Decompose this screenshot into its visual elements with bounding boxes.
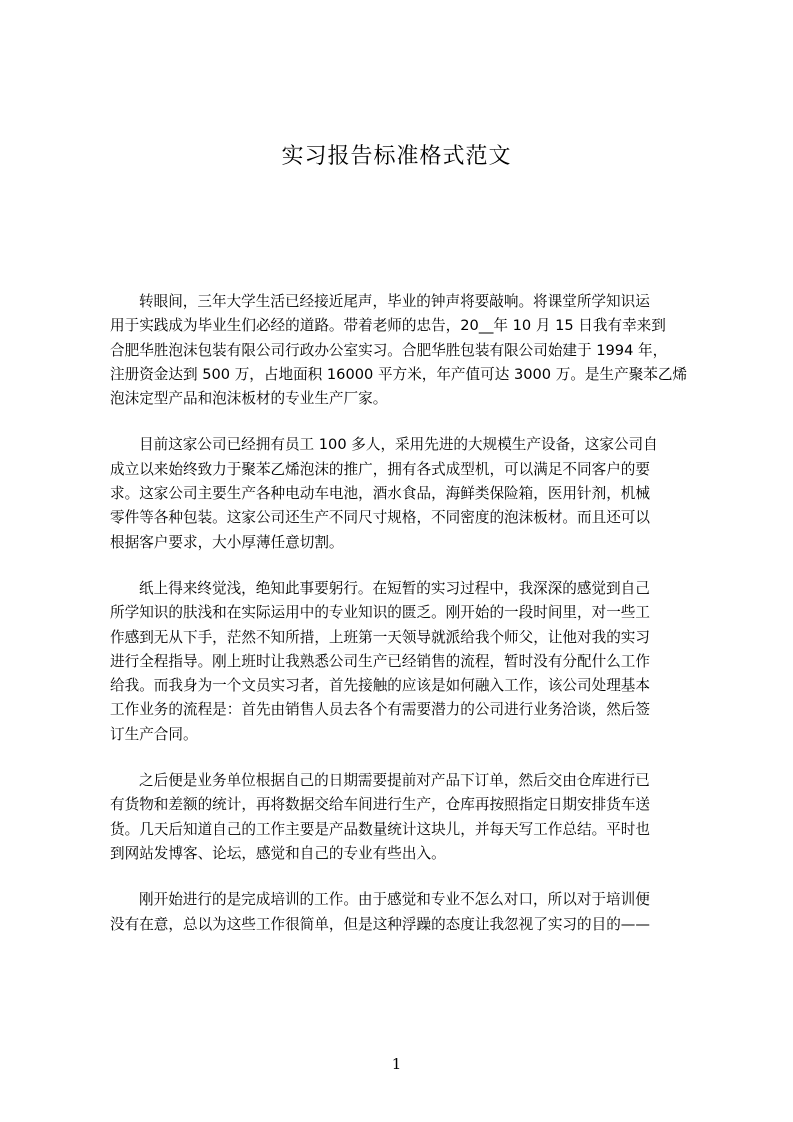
paragraph-line: 零件等各种包装。这家公司还生产不同尺寸规格，不同密度的泡沫板材。而且还可以 [110, 509, 650, 527]
page-number: 1 [391, 1055, 402, 1073]
paragraph-line: 作感到无从下手，茫然不知所措，上班第一天领导就派给我个师父，让他对我的实习 [110, 628, 650, 646]
paragraph-line: 进行全程指导。刚上班时让我熟悉公司生产已经销售的流程，暂时没有分配什么工作 [110, 652, 650, 670]
paragraph-line: 根据客户要求，大小厚薄任意切割。 [110, 533, 344, 551]
paragraph-5 [110, 888, 698, 937]
paragraph-line: 工作业务的流程是：首先由销售人员去各个有需要潜力的公司进行业务洽谈，然后签 [110, 701, 650, 719]
paragraph-line: 纸上得来终觉浅，绝知此事要躬行。在短暂的实习过程中，我深深的感觉到自己 [139, 579, 650, 597]
paragraph-3 [110, 577, 698, 747]
paragraph-4 [110, 769, 698, 866]
paragraph-line: 给我。而我身为一个文员实习者，首先接触的应该是如何融入工作，该公司处理基本 [110, 677, 650, 695]
paragraph-line: 之后便是业务单位根据自己的日期需要提前对产品下订单，然后交由仓库进行已 [139, 772, 650, 790]
paragraph-line: 转眼间，三年大学生活已经接近尾声，毕业的钟声将要敲响。将课堂所学知识运 [139, 293, 650, 310]
paragraph-line: 求。这家公司主要生产各种电动车电池，酒水食品，海鲜类保险箱，医用针剂，机械 [110, 485, 650, 503]
paragraph-line: 合肥华胜泡沫包装有限公司行政办公室实习。合肥华胜包装有限公司始建于 1994 年， [110, 341, 668, 359]
paragraph-line: 没有在意，总以为这些工作很简单，但是这种浮躁的态度让我忽视了实习的目的—— [110, 915, 650, 933]
paragraph-line: 有货物和差额的统计，再将数据交给车间进行生产，仓库再按照指定日期安排货车送 [110, 796, 650, 814]
paragraph-2 [110, 433, 698, 554]
paragraph-line: 所学知识的肤浅和在实际运用中的专业知识的匮乏。刚开始的一段时间里，对一些工 [110, 604, 650, 622]
paragraph-line: 订生产合同。 [110, 725, 198, 743]
paragraph-line: 注册资金达到 500 万，占地面积 16000 平方米，年产值可达 3000 万。是生产聚苯乙烯 [110, 365, 688, 383]
paragraph-1 [110, 290, 698, 411]
paragraph-line: 刚开始进行的是完成培训的工作。由于感觉和专业不怎么对口，所以对于培训便 [139, 891, 650, 909]
paragraph-line: 成立以来始终致力于聚苯乙烯泡沫的推广，拥有各式成型机，可以满足不同客户的要 [110, 460, 650, 478]
document-title: 实习报告标准格式范文 [281, 144, 512, 169]
paragraph-line: 到网站发博客、论坛，感觉和自己的专业有些出入。 [110, 844, 446, 862]
document-body [110, 290, 698, 959]
paragraph-line: 泡沫定型产品和泡沫板材的专业生产厂家。 [110, 390, 388, 408]
paragraph-line: 用于实践成为毕业生们必经的道路。带着老师的忠告，20__年 10 月 15 日我有幸来到 [110, 317, 666, 335]
paragraph-line: 货。几天后知道自己的工作主要是产品数量统计这块儿，并每天写工作总结。平时也 [110, 820, 650, 838]
paragraph-line: 目前这家公司已经拥有员工 100 多人，采用先进的大规模生产设备，这家公司自 [139, 436, 658, 454]
